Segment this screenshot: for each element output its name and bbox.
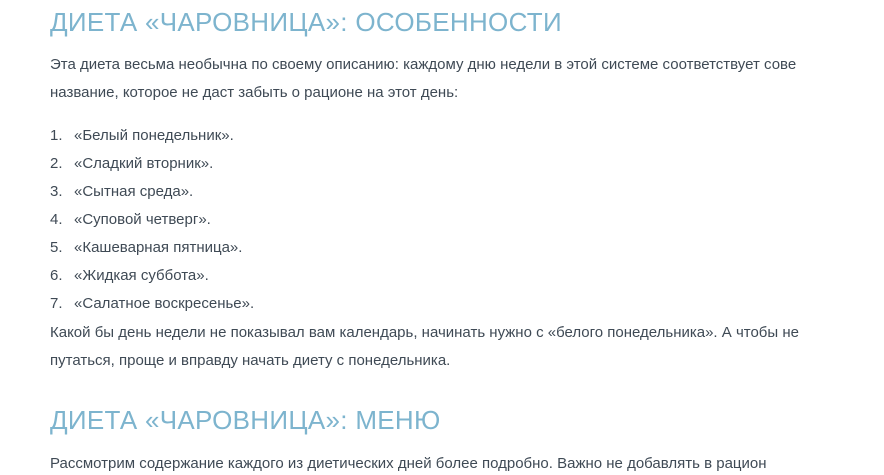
list-item [50, 262, 254, 290]
list-item-number: 1. [50, 127, 63, 144]
days-list [50, 122, 254, 318]
outro-line-1: Какой бы день недели не показывал вам календарь, начинать нужно с «белого понедельника». А чтобы не [50, 324, 799, 341]
list-item-text: «Белый понедельник». [74, 127, 234, 144]
intro-line-1: Эта диета весьма необычна по своему описанию: каждому дню недели в этой системе соответствует сове [50, 56, 797, 73]
intro-line-2: название, которое не даст забыть о рационе на этот день: [50, 84, 459, 101]
section-heading-features: ДИЕТА «ЧАРОВНИЦА»: ОСОБЕННОСТИ [50, 7, 562, 37]
list-item [50, 206, 254, 234]
list-item-number: 7. [50, 295, 63, 312]
list-item [50, 234, 254, 262]
list-item-number: 3. [50, 183, 63, 200]
outro-paragraph [50, 319, 799, 375]
list-item [50, 122, 254, 150]
list-item [50, 290, 254, 318]
list-item [50, 178, 254, 206]
list-item-number: 5. [50, 239, 63, 256]
list-item-text: «Суповой четверг». [74, 211, 211, 228]
intro-paragraph [50, 51, 796, 107]
list-item-number: 4. [50, 211, 63, 228]
list-item [50, 150, 254, 178]
list-item-text: «Сладкий вторник». [74, 155, 214, 172]
menu-intro-paragraph [50, 450, 767, 475]
list-item-number: 2. [50, 155, 63, 172]
list-item-text: «Сытная среда». [74, 183, 194, 200]
list-item-text: «Салатное воскресенье». [74, 295, 255, 312]
list-item-text: «Кашеварная пятница». [74, 239, 243, 256]
menu-intro-line-1: Рассмотрим содержание каждого из диетических дней более подробно. Важно не добавлять в рацион [50, 455, 767, 472]
list-item-number: 6. [50, 267, 63, 284]
list-item-text: «Жидкая суббота». [74, 267, 209, 284]
section-heading-menu: ДИЕТА «ЧАРОВНИЦА»: МЕНЮ [50, 405, 441, 435]
outro-line-2: путаться, проще и вправду начать диету с понедельника. [50, 352, 451, 369]
